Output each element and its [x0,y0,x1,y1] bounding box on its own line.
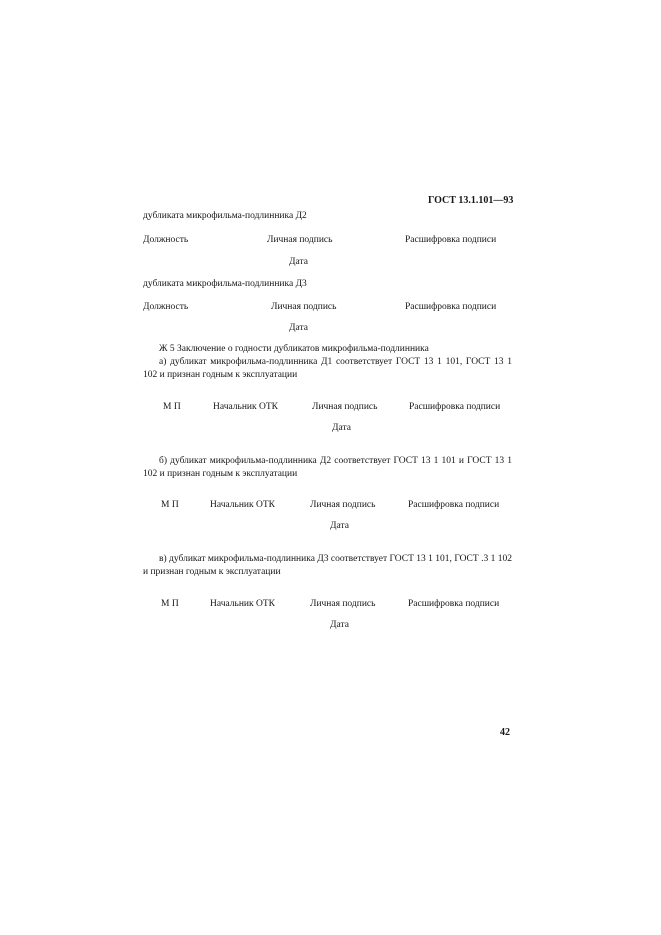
item-a-stamp: М П [163,402,181,412]
item-c-stamp: М П [161,599,179,609]
item-b-decoding-label: Расшифровка подписи [408,500,500,510]
item-c-decoding-label: Расшифровка подписи [408,599,500,609]
item-a-date-label: Дата [332,423,351,433]
d2-decoding-label: Расшифровка подписи [405,235,497,245]
item-b-head-label: Начальник ОТК [210,500,276,510]
item-b-text: б) дубликат микрофильма-подлинника Д2 соответствует ГОСТ 13 1 101 и ГОСТ 13 1 102 и признан годным к эксплуатации [143,456,512,479]
item-a-signature-label: Личная подпись [312,402,378,412]
d3-date-label: Дата [289,323,308,333]
d2-signature-label: Личная подпись [267,235,333,245]
item-b-signature-label: Личная подпись [310,500,376,510]
d2-block-title: дубликата микрофильма-подлинника Д2 [143,211,307,221]
item-a-text: а) дубликат микрофильма-подлинника Д1 соответствует ГОСТ 13 1 101, ГОСТ 13 1 102 и признан годным к эксплуатации [143,357,512,380]
d3-signature-label: Личная подпись [271,302,337,312]
page-number: 42 [500,727,510,738]
item-c-text: в) дубликат микрофильма-подлинника Д3 соответствует ГОСТ 13 1 101, ГОСТ .3 1 102 и признан годным к эксплуатации [143,554,512,577]
d3-decoding-label: Расшифровка подписи [405,302,497,312]
item-a-head-label: Начальник ОТК [213,402,279,412]
d2-date-label: Дата [289,257,308,267]
standard-header: ГОСТ 13.1.101—93 [428,195,514,206]
item-c-head-label: Начальник ОТК [210,599,276,609]
d2-position-label: Должность [143,235,189,245]
section-heading: Ж 5 Заключение о годности дубликатов микрофильма-подлинника [159,344,429,354]
item-a-decoding-label: Расшифровка подписи [409,402,501,412]
d3-position-label: Должность [143,302,189,312]
item-c-signature-label: Личная подпись [310,599,376,609]
item-c-date-label: Дата [330,620,349,630]
item-b-date-label: Дата [330,521,349,531]
item-b-stamp: М П [161,500,179,510]
d3-block-title: дубликата микрофильма-подлинника Д3 [143,279,307,289]
